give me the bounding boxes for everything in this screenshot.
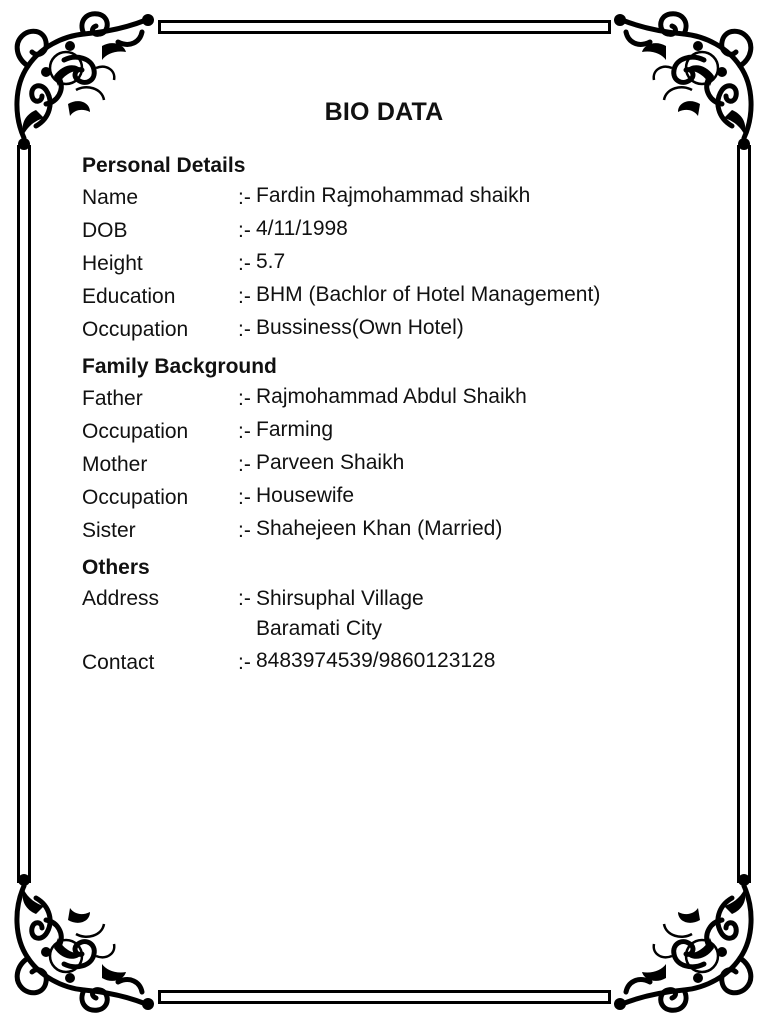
corner-ornament-icon xyxy=(612,868,762,1018)
frame-top-bar xyxy=(158,20,611,34)
section-others xyxy=(82,553,702,679)
field-label: Sister xyxy=(82,519,136,542)
field-separator: :- xyxy=(238,519,251,542)
field-row xyxy=(82,280,702,313)
field-label: Height xyxy=(82,252,143,275)
field-label: Mother xyxy=(82,453,148,476)
field-separator: :- xyxy=(238,486,251,509)
field-value-line: Shirsuphal Village xyxy=(256,587,424,610)
field-separator: :- xyxy=(238,387,251,410)
field-value-line: Fardin Rajmohammad shaikh xyxy=(256,184,531,207)
section-personal-details xyxy=(82,151,702,346)
field-value-line: BHM (Bachlor of Hotel Management) xyxy=(256,283,601,306)
field-row xyxy=(82,247,702,280)
field-row xyxy=(82,481,702,514)
field-row xyxy=(82,181,702,214)
field-separator: :- xyxy=(238,453,251,476)
field-separator: :- xyxy=(238,318,251,341)
field-value-line: Housewife xyxy=(256,484,355,507)
document-title: BIO DATA xyxy=(324,98,444,126)
corner-ornament-icon xyxy=(6,6,156,156)
field-row xyxy=(82,514,702,547)
field-row xyxy=(82,583,702,644)
field-value xyxy=(256,313,702,346)
field-row xyxy=(82,448,702,481)
field-value-line: Baramati City xyxy=(256,617,383,640)
field-separator: :- xyxy=(238,285,251,308)
field-separator: :- xyxy=(238,252,251,275)
field-separator: :- xyxy=(238,587,251,610)
field-value xyxy=(256,280,702,313)
section-heading: Family Background xyxy=(82,355,277,378)
field-label: Occupation xyxy=(82,318,189,341)
field-value-line: Parveen Shaikh xyxy=(256,451,405,474)
field-label: Father xyxy=(82,387,143,410)
field-value-line: Rajmohammad Abdul Shaikh xyxy=(256,385,527,408)
field-value xyxy=(256,247,702,280)
field-value-line: 8483974539/9860123128 xyxy=(256,649,496,672)
field-value xyxy=(256,214,702,247)
field-separator: :- xyxy=(238,219,251,242)
corner-ornament-icon xyxy=(612,6,762,156)
field-value xyxy=(256,646,702,679)
biodata-content xyxy=(82,151,702,679)
field-label: Education xyxy=(82,285,176,308)
field-value xyxy=(256,382,702,415)
field-label: Occupation xyxy=(82,420,189,443)
frame-bottom-bar xyxy=(158,990,611,1004)
field-row xyxy=(82,646,702,679)
field-row xyxy=(82,214,702,247)
field-label: Contact xyxy=(82,651,155,674)
field-row xyxy=(82,415,702,448)
field-row xyxy=(82,382,702,415)
field-label: Occupation xyxy=(82,486,189,509)
field-value-line: 5.7 xyxy=(256,250,286,273)
field-value-line: Bussiness(Own Hotel) xyxy=(256,316,464,339)
field-value xyxy=(256,514,702,547)
field-value xyxy=(256,481,702,514)
field-separator: :- xyxy=(238,420,251,443)
field-row xyxy=(82,313,702,346)
field-label: Name xyxy=(82,186,139,209)
field-label: DOB xyxy=(82,219,128,242)
field-value xyxy=(256,584,702,644)
field-value xyxy=(256,181,702,214)
field-value-line: 4/11/1998 xyxy=(256,217,348,240)
field-value xyxy=(256,448,702,481)
section-heading: Others xyxy=(82,556,150,579)
field-separator: :- xyxy=(238,651,251,674)
section-heading: Personal Details xyxy=(82,154,246,177)
field-label: Address xyxy=(82,587,160,610)
field-value xyxy=(256,415,702,448)
field-value-line: Farming xyxy=(256,418,334,441)
field-value-line: Shahejeen Khan (Married) xyxy=(256,517,503,540)
section-family-background xyxy=(82,352,702,547)
frame-right-bar xyxy=(737,145,751,883)
frame-left-bar xyxy=(17,145,31,883)
corner-ornament-icon xyxy=(6,868,156,1018)
field-separator: :- xyxy=(238,186,251,209)
